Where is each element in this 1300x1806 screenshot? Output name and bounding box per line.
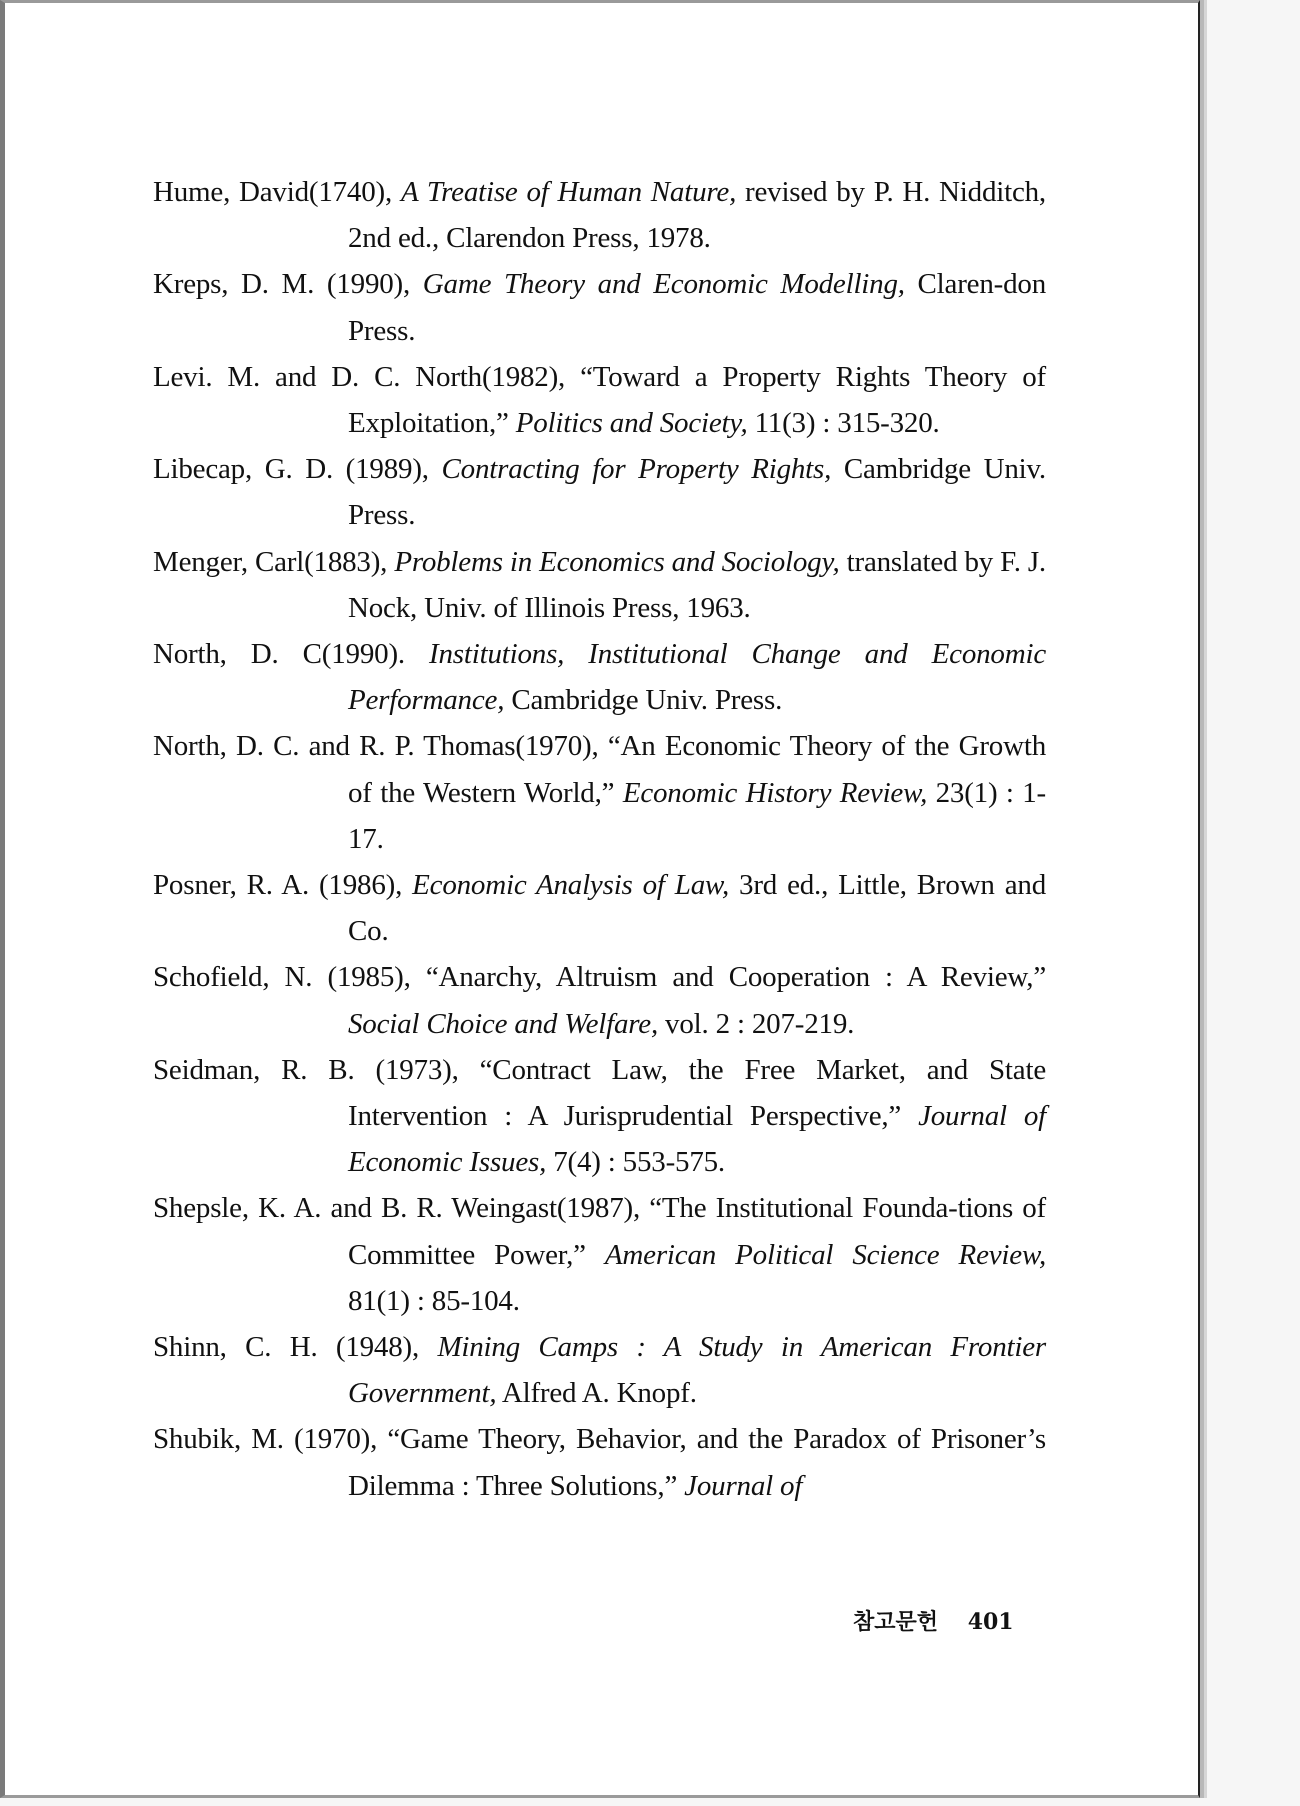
reference-entry <box>153 631 1046 723</box>
reference-title: A Treatise of Human Nature, <box>400 176 737 208</box>
reference-text: 11(3) : 315-320. <box>747 407 940 440</box>
reference-entry <box>153 1047 1046 1186</box>
reference-title: Journal of <box>684 1469 803 1502</box>
reference-text: Libecap, G. D. (1989), <box>153 453 442 486</box>
reference-text: revised by P. H. Nidditch, 2nd ed., Clarendon Press, 1978. <box>348 176 1046 255</box>
reference-entry <box>153 1324 1046 1416</box>
reference-text: Posner, R. A. (1986), <box>153 869 413 902</box>
reference-text: Seidman, R. B. (1973), “Contract Law, the Free Market, and State Intervention : A Jurisprudential Perspective,” <box>153 1053 1046 1133</box>
reference-title: Institutions, Institutional Change and Economic Performance, <box>348 638 1046 717</box>
reference-title: Game Theory and Economic Modelling, <box>422 268 905 301</box>
reference-entry <box>153 539 1046 631</box>
reference-entry <box>153 261 1046 353</box>
reference-text: translated by F. J. Nock, Univ. of Illinois Press, 1963. <box>348 545 1046 624</box>
reference-entry <box>153 169 1046 261</box>
reference-text: Levi. M. and D. C. North(1982), “Toward a Property Rights Theory of Exploitation,” <box>153 360 1046 440</box>
reference-title: Mining Camps : A Study in American Frontier Government, <box>348 1331 1047 1410</box>
reference-text: 23(1) : 1-17. <box>348 776 1046 855</box>
reference-title: American Political Science Review, <box>604 1238 1046 1271</box>
reference-text: Cambridge Univ. Press. <box>504 684 783 717</box>
reference-entry <box>153 1185 1046 1324</box>
reference-entry <box>153 354 1046 446</box>
reference-list <box>153 169 1046 1509</box>
reference-text: Schofield, N. (1985), “Anarchy, Altruism and Cooperation : A Review,” <box>153 961 1046 994</box>
reference-text: North, D. C(1990). <box>153 638 430 671</box>
reference-text: Menger, Carl(1883), <box>153 545 395 578</box>
reference-text: Alfred A. Knopf. <box>496 1377 697 1410</box>
reference-text: vol. 2 : 207-219. <box>658 1007 855 1040</box>
reference-text: North, D. C. and R. P. Thomas(1970), “An Economic Theory of the Growth of the Western World,” <box>153 730 1046 809</box>
reference-text: Hume, David(1740), <box>153 176 401 208</box>
reference-title: Economic History Review, <box>622 776 928 809</box>
reference-title: Problems in Economics and Sociology, <box>394 545 840 578</box>
reference-text: Kreps, D. M. (1990), <box>153 268 423 301</box>
reference-entry <box>153 723 1046 862</box>
reference-text: Claren-don Press. <box>348 268 1046 347</box>
reference-text: Shinn, C. H. (1948), <box>153 1331 438 1364</box>
page-number: 401 <box>967 1609 1014 1635</box>
reference-title: Journal of Economic Issues, <box>348 1100 1046 1179</box>
reference-entry <box>153 954 1046 1046</box>
reference-text: 3rd ed., Little, Brown and Co. <box>348 869 1046 948</box>
page-footer <box>853 1605 1014 1636</box>
running-head: 참고문헌 <box>853 1609 939 1635</box>
reference-title: Social Choice and Welfare, <box>348 1007 658 1040</box>
reference-text: 81(1) : 85-104. <box>348 1284 520 1317</box>
reference-entry <box>153 862 1046 954</box>
reference-entry <box>153 446 1046 538</box>
reference-entry <box>153 1416 1046 1508</box>
reference-text: Shubik, M. (1970), “Game Theory, Behavior, and the Paradox of Prisoner’s Dilemma : Three Solutions,” <box>153 1423 1046 1502</box>
reference-title: Contracting for Property Rights, <box>441 453 832 486</box>
reference-title: Politics and Society, <box>515 407 748 440</box>
reference-text: Shepsle, K. A. and B. R. Weingast(1987), “The Institutional Founda-tions of Committee Power,” <box>153 1192 1046 1271</box>
reference-text: Cambridge Univ. Press. <box>348 453 1046 532</box>
reference-title: Economic Analysis of Law, <box>412 869 730 902</box>
reference-text: 7(4) : 553-575. <box>546 1146 725 1179</box>
